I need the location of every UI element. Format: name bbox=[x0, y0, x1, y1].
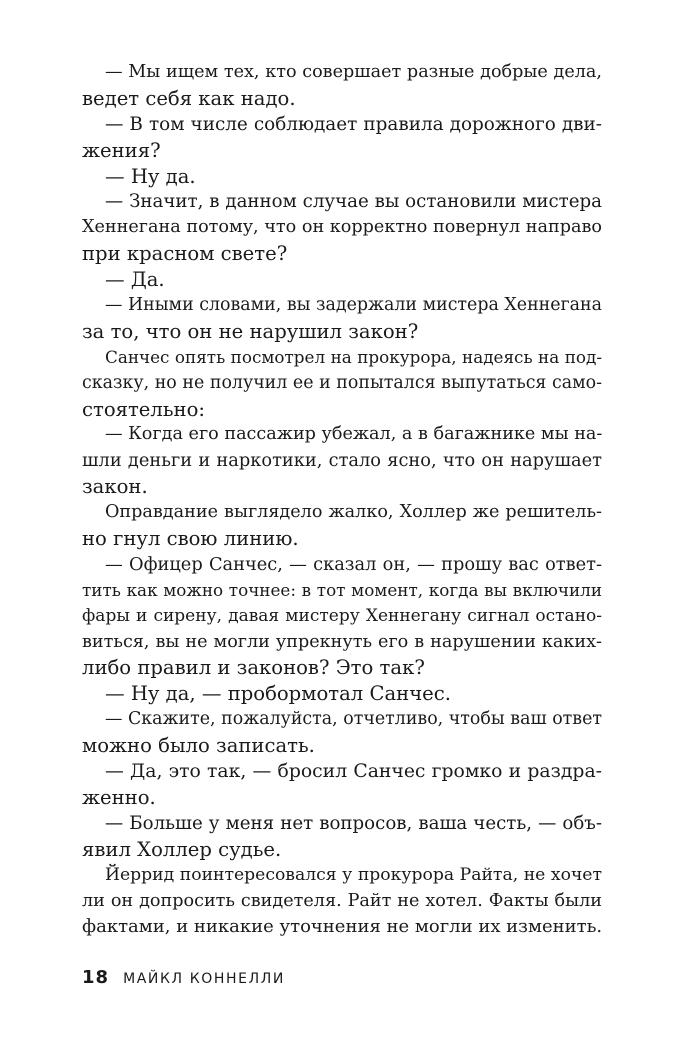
text-line: стоятельно: bbox=[82, 397, 205, 421]
text-line: — Да, это так, — бросил Санчес громко и раздра- bbox=[105, 761, 602, 783]
text-line: — Больше у меня нет вопросов, ваша честь, — объ- bbox=[105, 812, 602, 834]
text-line: виться, вы не могли упрекнуть его в нарушении каких- bbox=[82, 631, 602, 652]
text-line: тить как можно точнее: в тот момент, когда вы включили bbox=[82, 579, 602, 600]
text-line: — Мы ищем тех, кто совершает разные добрые дела, bbox=[105, 62, 602, 82]
text-line: фактами, и никакие уточнения не могли их изменить. bbox=[82, 916, 603, 938]
text-line: фары и сирену, давая мистеру Хеннегану сигнал остано- bbox=[82, 605, 602, 626]
text-line: — Да. bbox=[105, 268, 165, 292]
text-line: Хеннегана потому, что он корректно повернул направо bbox=[82, 217, 602, 238]
text-line: — Значит, в данном случае вы остановили мистера bbox=[105, 191, 602, 213]
text-line: — Скажите, пожалуйста, отчетливо, чтобы ваш ответ bbox=[105, 709, 602, 730]
text-line: закон. bbox=[82, 475, 148, 499]
text-line: можно было записать. bbox=[82, 734, 315, 758]
text-line: Йеррид поинтересовался у прокурора Райта, не хочет bbox=[105, 864, 602, 885]
text-line: — Когда его пассажир убежал, а в багажнике мы на- bbox=[105, 424, 603, 445]
text-line: сказку, но не получил ее и попытался выпутаться само- bbox=[82, 372, 602, 393]
page-footer bbox=[82, 967, 285, 991]
text-line: женно. bbox=[82, 785, 156, 809]
text-line: — Офицер Санчес, — сказал он, — прошу вас ответ- bbox=[105, 553, 602, 575]
text-line: шли деньги и наркотики, стало ясно, что он нарушает bbox=[82, 450, 602, 472]
text-line: — Ну да, — пробормотал Санчес. bbox=[105, 682, 451, 706]
text-line: — В том числе соблюдает правила дорожного дви- bbox=[105, 113, 602, 135]
text-line: явил Холлер судье. bbox=[82, 837, 282, 861]
body-text bbox=[82, 60, 602, 940]
text-line: при красном свете? bbox=[82, 242, 288, 266]
running-head-author: МАЙКЛ КОННЕЛЛИ bbox=[123, 971, 285, 987]
text-line: Оправдание выглядело жалко, Холлер же решитель- bbox=[105, 502, 602, 523]
text-line: либо правил и законов? Это так? bbox=[82, 656, 425, 680]
text-line: — Ну да. bbox=[105, 164, 196, 188]
text-line: ведет себя как надо. bbox=[82, 86, 296, 110]
text-line: Санчес опять посмотрел на прокурора, надеясь на под- bbox=[105, 346, 602, 367]
text-line: — Иными словами, вы задержали мистера Хеннегана bbox=[105, 295, 602, 316]
page-number: 18 bbox=[82, 967, 110, 988]
text-line: ли он допросить свидетеля. Райт не хотел. Факты были bbox=[82, 890, 602, 911]
text-line: жения? bbox=[82, 138, 161, 162]
text-line: но гнул свою линию. bbox=[82, 527, 299, 551]
text-line: за то, что он не нарушил закон? bbox=[82, 319, 419, 343]
